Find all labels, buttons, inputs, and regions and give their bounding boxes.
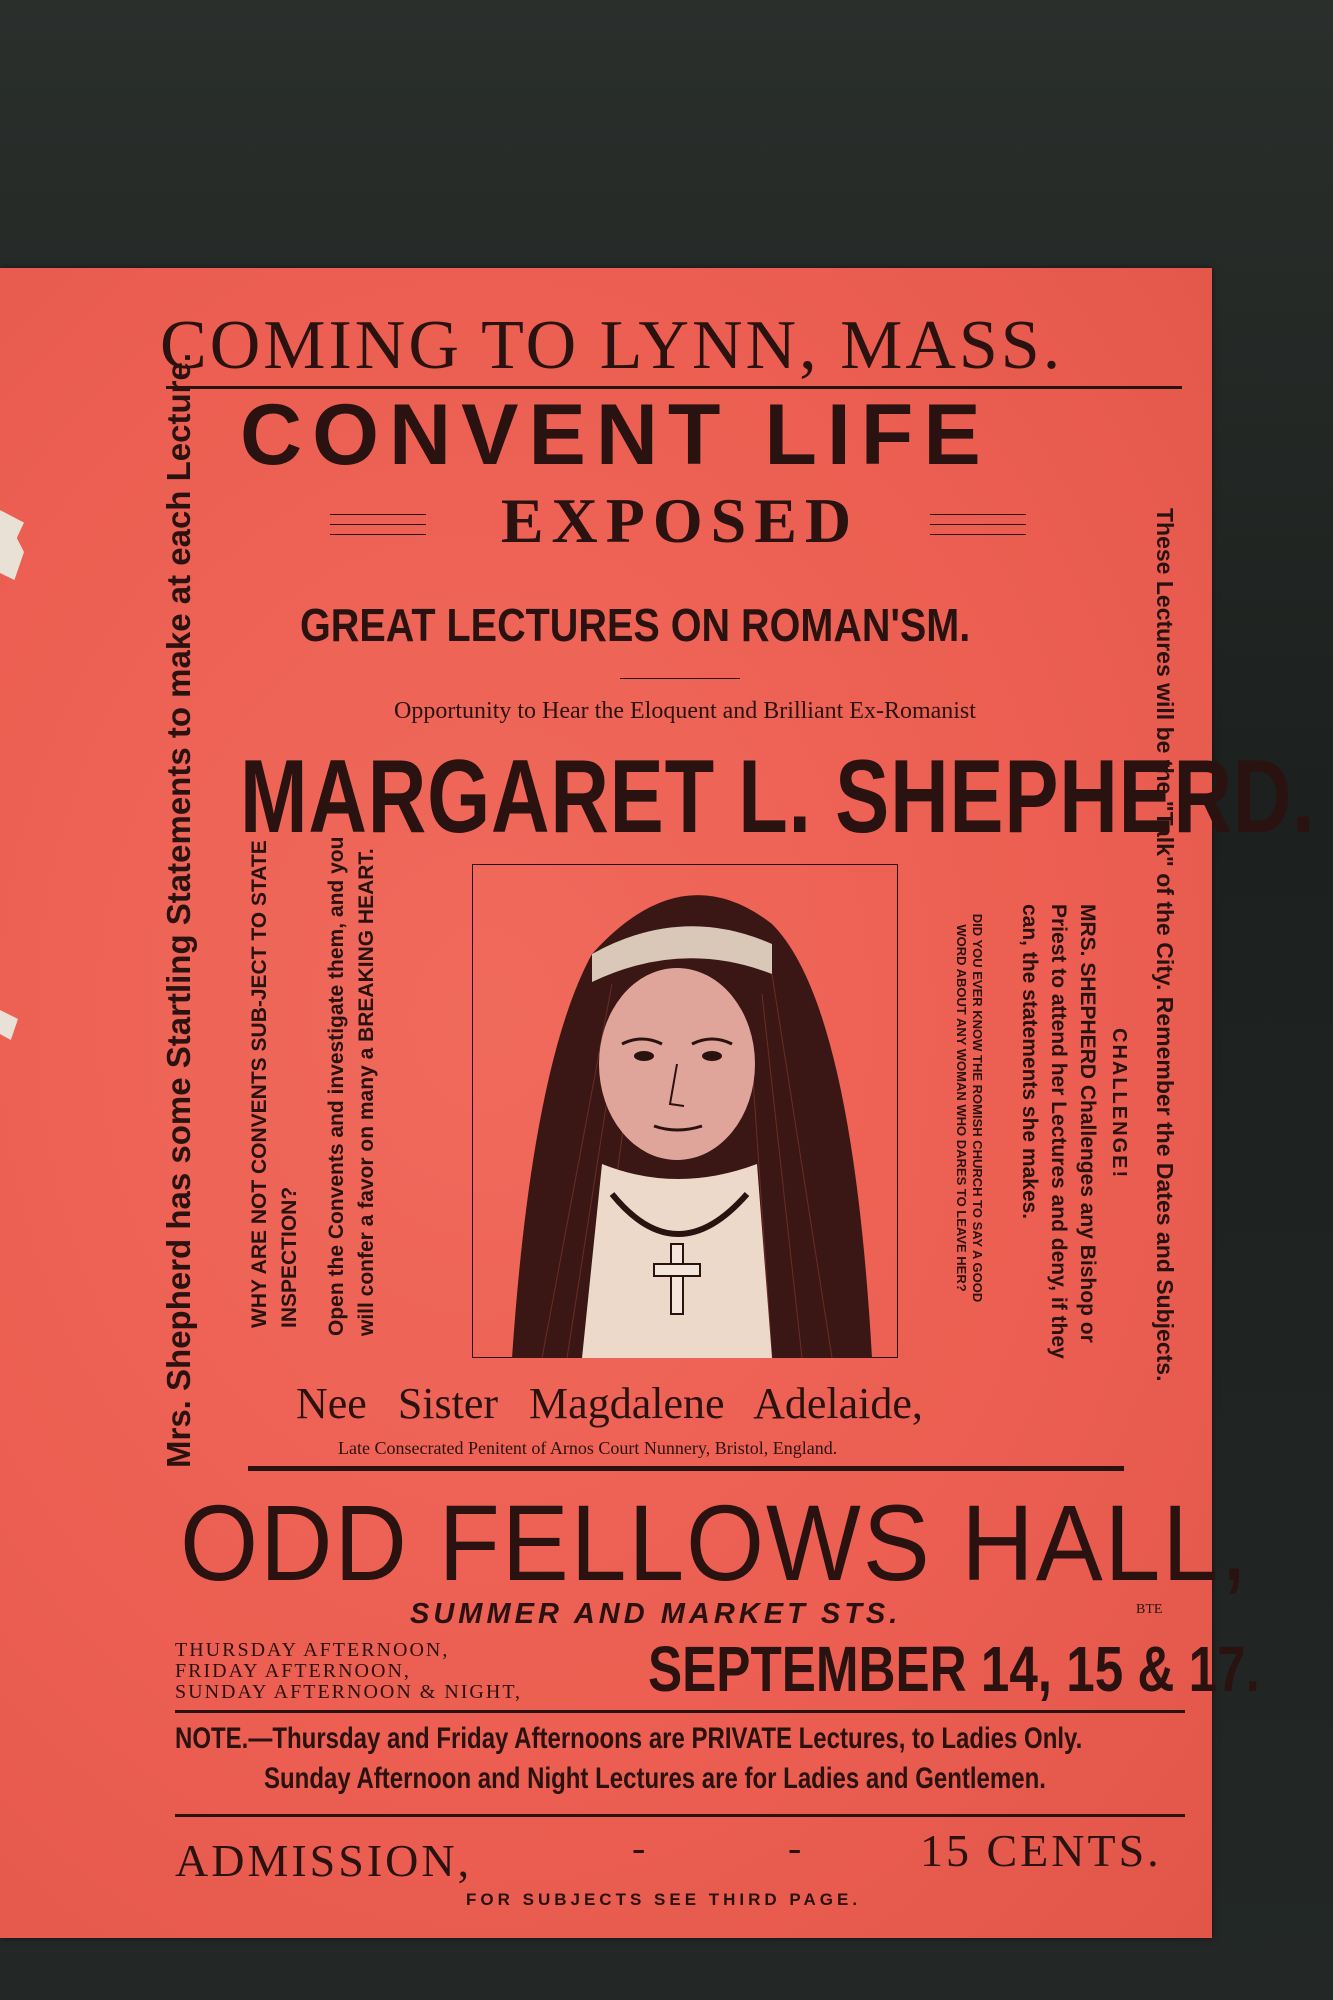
series-title: GREAT LECTURES ON ROMAN'SM. bbox=[300, 599, 971, 651]
dash-separator: - bbox=[632, 1825, 646, 1870]
note-public: Sunday Afternoon and Night Lectures are for Ladies and Gentlemen. bbox=[264, 1762, 1046, 1795]
rule-admission bbox=[175, 1814, 1185, 1817]
dash-separator: - bbox=[788, 1825, 802, 1870]
venue-name: ODD FELLOWS HALL, bbox=[180, 1482, 1250, 1603]
ornament-left-1 bbox=[330, 514, 426, 515]
ornament-left-2 bbox=[330, 524, 426, 525]
rule-note bbox=[175, 1710, 1185, 1713]
note-private: NOTE.—Thursday and Friday Afternoons are PRIVATE Lectures, to Ladies Only. bbox=[175, 1722, 1083, 1755]
admission-price: 15 CENTS. bbox=[920, 1825, 1162, 1876]
admission-label: ADMISSION, bbox=[175, 1835, 473, 1886]
venue-streets: SUMMER AND MARKET STS. bbox=[410, 1598, 902, 1630]
speaker-name: MARGARET L. SHEPHERD. bbox=[240, 739, 1316, 855]
rule-venue bbox=[248, 1466, 1124, 1471]
day-sunday: SUNDAY AFTERNOON & NIGHT, bbox=[175, 1681, 523, 1703]
nun-portrait bbox=[472, 864, 898, 1358]
ornament-left-3 bbox=[330, 534, 426, 535]
stamp-text: BTE bbox=[1136, 1602, 1163, 1617]
ornament-right-3 bbox=[930, 534, 1026, 535]
challenge-heading: CHALLENGE! bbox=[1108, 1028, 1130, 1180]
opportunity-line: Opportunity to Hear the Eloquent and Brilliant Ex-Romanist bbox=[394, 698, 976, 724]
lecture-days bbox=[175, 1640, 635, 1703]
day-thursday: THURSDAY AFTERNOON, bbox=[175, 1639, 450, 1661]
left-column-question: WHY ARE NOT CONVENTS SUB-JECT TO STATE INSPECTION? bbox=[248, 840, 301, 1328]
left-margin-text: Mrs. Shepherd has some Startling Statements to make at each Lecture. bbox=[160, 352, 197, 1468]
lecture-dates: SEPTEMBER 14, 15 & 17. bbox=[648, 1633, 1260, 1705]
right-margin-text: These Lectures will be the "Talk" of the City. Remember the Dates and Subjects. bbox=[1152, 508, 1178, 1382]
headline: COMING TO LYNN, MASS. bbox=[160, 307, 1064, 384]
challenge-question: DID YOU EVER KNOW THE ROMISH CHURCH TO SAY A GOOD WORD ABOUT ANY WOMAN WHO DARES TO LEAVE HER? bbox=[954, 913, 985, 1303]
ornament-right-2 bbox=[930, 524, 1026, 525]
challenge-text: MRS. SHEPHERD Challenges any Bishop or Priest to attend her Lectures and deny, if they can, the statements she makes. bbox=[1018, 904, 1099, 1359]
subjects-note: FOR SUBJECTS SEE THIRD PAGE. bbox=[466, 1890, 862, 1909]
title: CONVENT LIFE bbox=[240, 387, 991, 483]
rule-short bbox=[620, 678, 740, 679]
day-friday: FRIDAY AFTERNOON, bbox=[175, 1660, 411, 1682]
former-name: Nee Sister Magdalene Adelaide, bbox=[296, 1379, 923, 1428]
former-affiliation: Late Consecrated Penitent of Arnos Court Nunnery, Bristol, England. bbox=[338, 1438, 838, 1458]
ornament-right-1 bbox=[930, 514, 1026, 515]
subtitle: EXPOSED bbox=[500, 485, 860, 556]
left-column-appeal: Open the Convents and investigate them, and you will confer a favor on many a BREAKING HEART. bbox=[325, 836, 378, 1336]
lecture-poster bbox=[0, 268, 1316, 1938]
